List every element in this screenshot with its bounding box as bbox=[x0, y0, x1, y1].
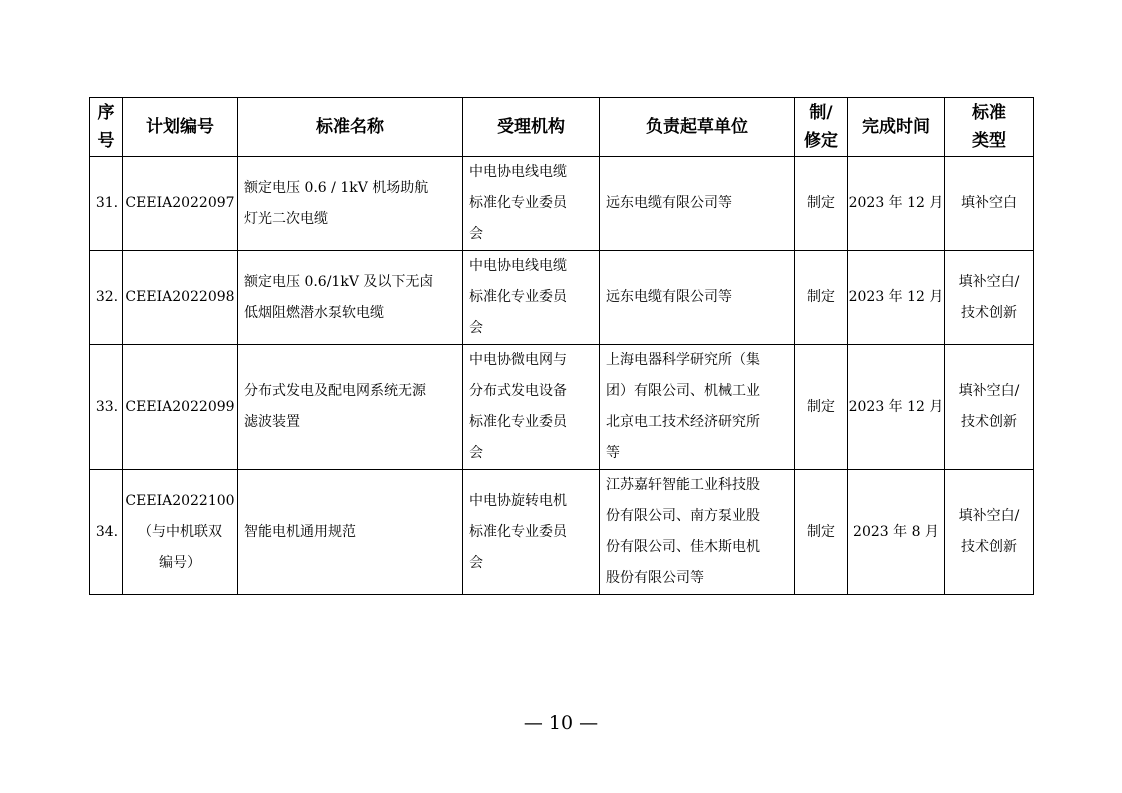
cell-std-type bbox=[945, 345, 1034, 470]
cell-plan-no bbox=[123, 345, 238, 470]
cell-drafter bbox=[600, 470, 795, 595]
page-number: — 10 — bbox=[523, 712, 599, 734]
cell-org bbox=[463, 470, 600, 595]
cell-revise: 制定 bbox=[795, 470, 848, 595]
cell-plan-no bbox=[123, 157, 238, 251]
cell-plan-no-line: CEEIA2022097 bbox=[125, 195, 235, 211]
cell-std-name-line: 分布式发电及配电网系统无源 bbox=[244, 383, 426, 399]
table-row bbox=[90, 470, 1034, 595]
cell-org-line: 会 bbox=[469, 226, 483, 242]
cell-std-type bbox=[945, 251, 1034, 345]
header-drafter: 负责起草单位 bbox=[600, 98, 795, 157]
cell-revise: 制定 bbox=[795, 251, 848, 345]
cell-drafter-line: 远东电缆有限公司等 bbox=[606, 289, 732, 305]
cell-std-type bbox=[945, 470, 1034, 595]
cell-org bbox=[463, 345, 600, 470]
header-seq bbox=[90, 98, 123, 157]
cell-std-name-line: 滤波装置 bbox=[244, 414, 300, 430]
header-std-type-line: 类型 bbox=[972, 131, 1006, 151]
cell-std-type-line: 填补空白/ bbox=[958, 273, 1020, 290]
cell-org-line: 会 bbox=[469, 445, 483, 461]
cell-finish-time: 2023 年 8 月 bbox=[848, 470, 945, 595]
cell-finish-time: 2023 年 12 月 bbox=[848, 345, 945, 470]
cell-std-name-line: 低烟阻燃潜水泵软电缆 bbox=[244, 304, 384, 321]
cell-std-type-line: 技术创新 bbox=[961, 414, 1017, 430]
header-revise-line: 修定 bbox=[804, 131, 838, 151]
cell-std-name bbox=[238, 157, 463, 251]
cell-std-name-line: 额定电压 0.6 / 1kV 机场助航 bbox=[244, 179, 429, 196]
cell-seq: 33. bbox=[90, 345, 123, 470]
cell-std-type-line: 填补空白/ bbox=[958, 508, 1020, 524]
cell-revise: 制定 bbox=[795, 157, 848, 251]
header-seq-line: 号 bbox=[97, 131, 115, 151]
cell-finish-time: 2023 年 12 月 bbox=[848, 157, 945, 251]
cell-drafter bbox=[600, 251, 795, 345]
cell-plan-no-line: 编号） bbox=[159, 554, 201, 571]
cell-seq: 32. bbox=[90, 251, 123, 345]
header-std-type bbox=[945, 98, 1034, 157]
cell-std-type-line: 技术创新 bbox=[961, 539, 1017, 555]
cell-plan-no-line: CEEIA2022100 bbox=[125, 492, 235, 509]
cell-drafter bbox=[600, 157, 795, 251]
cell-plan-no-line: CEEIA2022099 bbox=[125, 398, 235, 415]
cell-finish-time: 2023 年 12 月 bbox=[848, 251, 945, 345]
cell-drafter-line: 份有限公司、南方泵业股 bbox=[606, 508, 760, 524]
header-finish-time: 完成时间 bbox=[848, 98, 945, 157]
cell-drafter-line: 上海电器科学研究所（集 bbox=[606, 352, 760, 368]
cell-std-name bbox=[238, 345, 463, 470]
table-row bbox=[90, 345, 1034, 470]
header-seq-line: 序 bbox=[97, 103, 115, 123]
cell-org-line: 标准化专业委员 bbox=[469, 523, 567, 540]
cell-plan-no bbox=[123, 251, 238, 345]
cell-org-line: 标准化专业委员 bbox=[469, 289, 567, 305]
cell-drafter-line: 团）有限公司、机械工业 bbox=[606, 383, 760, 399]
cell-org bbox=[463, 251, 600, 345]
cell-org-line: 标准化专业委员 bbox=[469, 414, 567, 430]
table-row bbox=[90, 157, 1034, 251]
cell-seq: 34. bbox=[90, 470, 123, 595]
cell-drafter-line: 远东电缆有限公司等 bbox=[606, 195, 732, 211]
cell-org-line: 会 bbox=[469, 554, 483, 571]
cell-std-type-line: 填补空白/ bbox=[958, 383, 1020, 399]
cell-plan-no bbox=[123, 470, 238, 595]
cell-org-line: 标准化专业委员 bbox=[469, 195, 567, 211]
cell-org bbox=[463, 157, 600, 251]
standards-table bbox=[89, 97, 1034, 595]
cell-org-line: 中电协微电网与 bbox=[469, 352, 567, 368]
cell-plan-no-line: CEEIA2022098 bbox=[125, 289, 235, 305]
cell-std-type-line: 技术创新 bbox=[961, 304, 1017, 321]
header-std-type-line: 标准 bbox=[972, 103, 1006, 123]
cell-std-name-line: 灯光二次电缆 bbox=[244, 210, 328, 227]
cell-seq: 31. bbox=[90, 157, 123, 251]
cell-std-name bbox=[238, 470, 463, 595]
cell-org-line: 中电协旋转电机 bbox=[469, 492, 567, 509]
cell-org-line: 分布式发电设备 bbox=[469, 383, 567, 399]
header-org: 受理机构 bbox=[463, 98, 600, 157]
cell-drafter-line: 份有限公司、佳木斯电机 bbox=[606, 539, 760, 555]
cell-std-type-line: 填补空白 bbox=[961, 195, 1017, 211]
cell-plan-no-line: （与中机联双 bbox=[138, 523, 222, 540]
cell-std-name-line: 智能电机通用规范 bbox=[244, 523, 356, 540]
cell-org-line: 中电协电线电缆 bbox=[469, 164, 567, 180]
cell-std-type bbox=[945, 157, 1034, 251]
cell-revise: 制定 bbox=[795, 345, 848, 470]
header-std-name: 标准名称 bbox=[238, 98, 463, 157]
header-revise bbox=[795, 98, 848, 157]
cell-drafter bbox=[600, 345, 795, 470]
cell-org-line: 中电协电线电缆 bbox=[469, 258, 567, 274]
table-row bbox=[90, 251, 1034, 345]
cell-org-line: 会 bbox=[469, 320, 483, 336]
cell-drafter-line: 股份有限公司等 bbox=[606, 570, 704, 586]
cell-std-name-line: 额定电压 0.6/1kV 及以下无卤 bbox=[244, 273, 434, 290]
cell-drafter-line: 江苏嘉轩智能工业科技股 bbox=[606, 477, 760, 493]
header-row bbox=[90, 98, 1034, 157]
cell-drafter-line: 北京电工技术经济研究所 bbox=[606, 414, 760, 430]
header-plan-no: 计划编号 bbox=[123, 98, 238, 157]
cell-std-name bbox=[238, 251, 463, 345]
cell-drafter-line: 等 bbox=[606, 445, 620, 461]
header-revise-line: 制/ bbox=[809, 103, 833, 123]
